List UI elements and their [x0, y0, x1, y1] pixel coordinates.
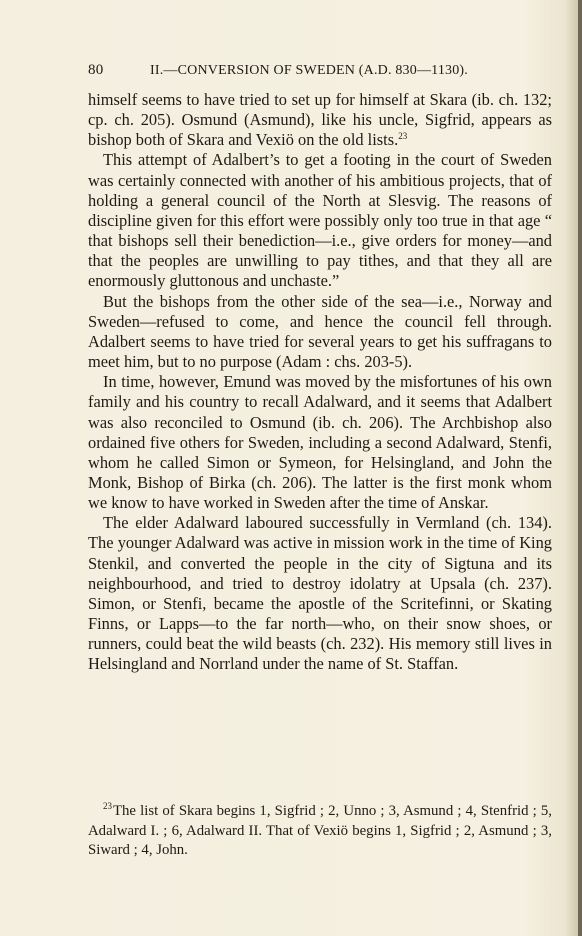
- paragraph-1: [88, 90, 552, 150]
- footnote-text: The list of Skara begins 1, Sigfrid ; 2, Unno ; 3, Asmund ; 4, Stenfrid ; 5, Adalward I. ; 6, Adalward II. That of Vexiö begins 1, Sigfrid ; 2, Asmund ; 3, Siward ; 4, John.: [88, 803, 552, 858]
- footnote-paragraph: [88, 802, 552, 861]
- paragraph-1-text: himself seems to have tried to set up for himself at Skara (ib. ch. 132; cp. ch. 205). Osmund (Asmund), like his uncle, Sigfrid, appears as bishop both of Skara and Vexiö on the old lists.: [88, 90, 552, 150]
- page-edge: [578, 0, 582, 936]
- paragraph-4: In time, however, Emund was moved by the misfortunes of his own family and his country to recall Adalward, and it seems that Adalbert was also reconciled to Osmund (ib. ch. 206). The Archbishop also ordained five others for Sweden, including a second Adalward, Stenfi, whom he called Simon or Symeon, for Helsingland, and John the Monk, Bishop of Birka (ch. 206). The latter is the first monk whom we know to have worked in Sweden after the time of Anskar.: [88, 372, 552, 513]
- running-title: II.—CONVERSION OF SWEDEN (A.D. 830—1130).: [150, 63, 468, 78]
- body-text: [88, 90, 552, 675]
- running-header: [88, 62, 558, 79]
- footnote-marker: 23: [103, 801, 112, 811]
- paragraph-3: But the bishops from the other side of the sea—i.e., Norway and Sweden—refused to come, and hence the council fell through. Adalbert seems to have tried for several years to get his suffragans to meet him, but to no purpose (Adam : chs. 203-5).: [88, 291, 552, 372]
- paragraph-2: This attempt of Adalbert’s to get a footing in the court of Sweden was certainly connected with another of his ambitious projects, that of holding a general council of the North at Slesvig. The reasons of discipline given for this effort were possibly only too true in that age “ that bishops sell their benediction—i.e., give orders for money—and that the peoples are unwilling to pay tithes, and that they all are enormously gluttonous and unchaste.”: [88, 150, 552, 291]
- footnote-reference: 23: [398, 131, 408, 142]
- paragraph-5: The elder Adalward laboured successfully in Vermland (ch. 134). The younger Adalward was active in mission work in the time of King Stenkil, and converted the people in the city of Sigtuna and its neighbourhood, and tried to destroy idolatry at Upsala (ch. 237). Simon, or Stenfi, became the apostle of the Scritefinni, or Skating Finns, or Lapps—to the far north—who, on their snow shoes, or runners, could beat the wild beasts (ch. 232). His memory still lives in Helsingland and Norrland under the name of St. Staffan.: [88, 513, 552, 674]
- page-number: 80: [88, 62, 104, 78]
- footnote: [88, 802, 552, 861]
